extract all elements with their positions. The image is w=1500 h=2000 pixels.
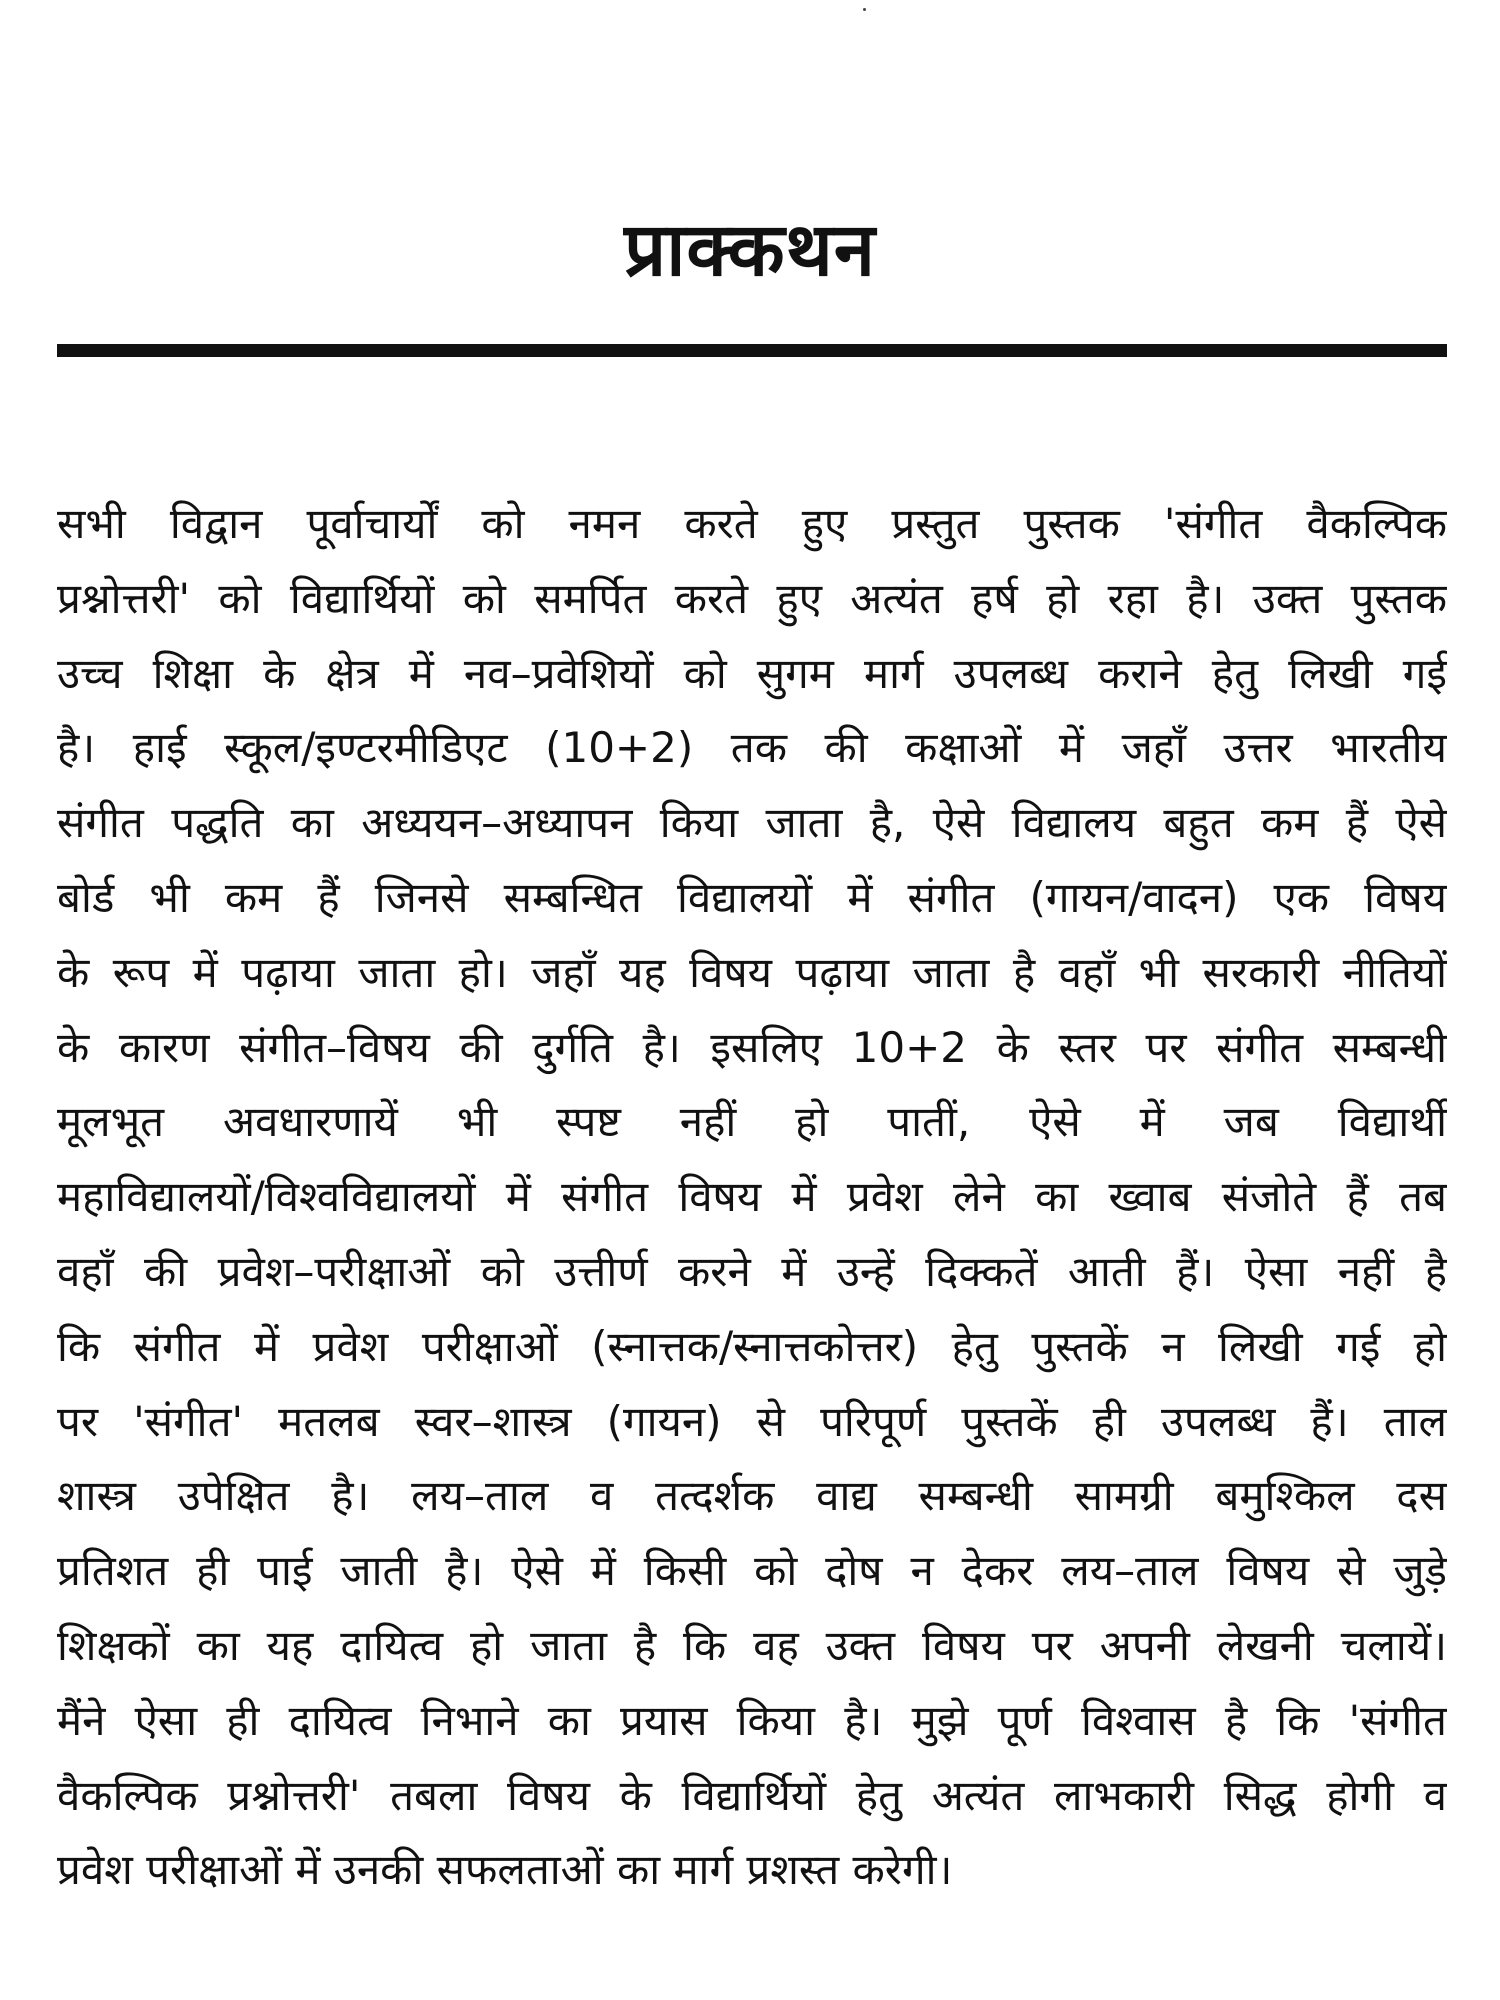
text-line: है। हाई स्कूल/इण्टरमीडिएट (10+2) तक की कक्षाओं में जहाँ उत्तर भारतीय [57,723,1447,773]
title-divider [57,344,1447,357]
text-line: महाविद्यालयों/विश्वविद्यालयों में संगीत विषय में प्रवेश लेने का ख्वाब संजोते हैं तब [57,1172,1447,1222]
text-line: संगीत पद्धति का अध्ययन–अध्यापन किया जाता है, ऐसे विद्यालय बहुत कम हैं ऐसे [57,798,1447,848]
text-line: शिक्षकों का यह दायित्व हो जाता है कि वह उक्त विषय पर अपनी लेखनी चलायें। [57,1620,1447,1670]
text-line: मूलभूत अवधारणायें भी स्पष्ट नहीं हो पातीं, ऐसे में जब विद्यार्थी [57,1097,1447,1147]
text-line: प्रतिशत ही पाई जाती है। ऐसे में किसी को दोष न देकर लय–ताल विषय से जुड़े [57,1546,1447,1596]
text-line: उच्च शिक्षा के क्षेत्र में नव–प्रवेशियों को सुगम मार्ग उपलब्ध कराने हेतु लिखी गई [57,648,1447,698]
text-line: सभी विद्वान पूर्वाचार्यों को नमन करते हुए प्रस्तुत पुस्तक 'संगीत वैकल्पिक [57,499,1447,548]
scan-speck [863,8,866,11]
text-line: पर 'संगीत' मतलब स्वर–शास्त्र (गायन) से परिपूर्ण पुस्तकें ही उपलब्ध हैं। ताल [57,1396,1447,1446]
text-line: प्रश्नोत्तरी' को विद्यार्थियों को समर्पित करते हुए अत्यंत हर्ष हो रहा है। उक्त पुस्तक [57,573,1447,623]
text-line: कि संगीत में प्रवेश परीक्षाओं (स्नात्तक/स्नात्तकोत्तर) हेतु पुस्तकें न लिखी गई हो [57,1321,1447,1371]
text-line: मैंने ऐसा ही दायित्व निभाने का प्रयास किया है। मुझे पूर्ण विश्वास है कि 'संगीत [57,1695,1447,1745]
page-title: प्राक्कथन [624,207,876,293]
text-line: बोर्ड भी कम हैं जिनसे सम्बन्धित विद्यालयों में संगीत (गायन/वादन) एक विषय [57,872,1447,922]
text-line: के कारण संगीत–विषय की दुर्गति है। इसलिए 10+2 के स्तर पर संगीत सम्बन्धी [57,1022,1447,1072]
text-line: शास्त्र उपेक्षित है। लय–ताल व तत्दर्शक वाद्य सम्बन्धी सामग्री बमुश्किल दस [57,1471,1447,1521]
text-line: वहाँ की प्रवेश–परीक्षाओं को उत्तीर्ण करने में उन्हें दिक्कतें आती हैं। ऐसा नहीं है [57,1246,1447,1296]
text-line: वैकल्पिक प्रश्नोत्तरी' तबला विषय के विद्यार्थियों हेतु अत्यंत लाभकारी सिद्ध होगी व [57,1770,1447,1820]
foreword-paragraph [57,487,1447,1908]
text-line: के रूप में पढ़ाया जाता हो। जहाँ यह विषय पढ़ाया जाता है वहाँ भी सरकारी नीतियों [57,947,1447,997]
text-line: प्रवेश परीक्षाओं में उनकी सफलताओं का मार्ग प्रशस्त करेगी। [57,1845,953,1895]
